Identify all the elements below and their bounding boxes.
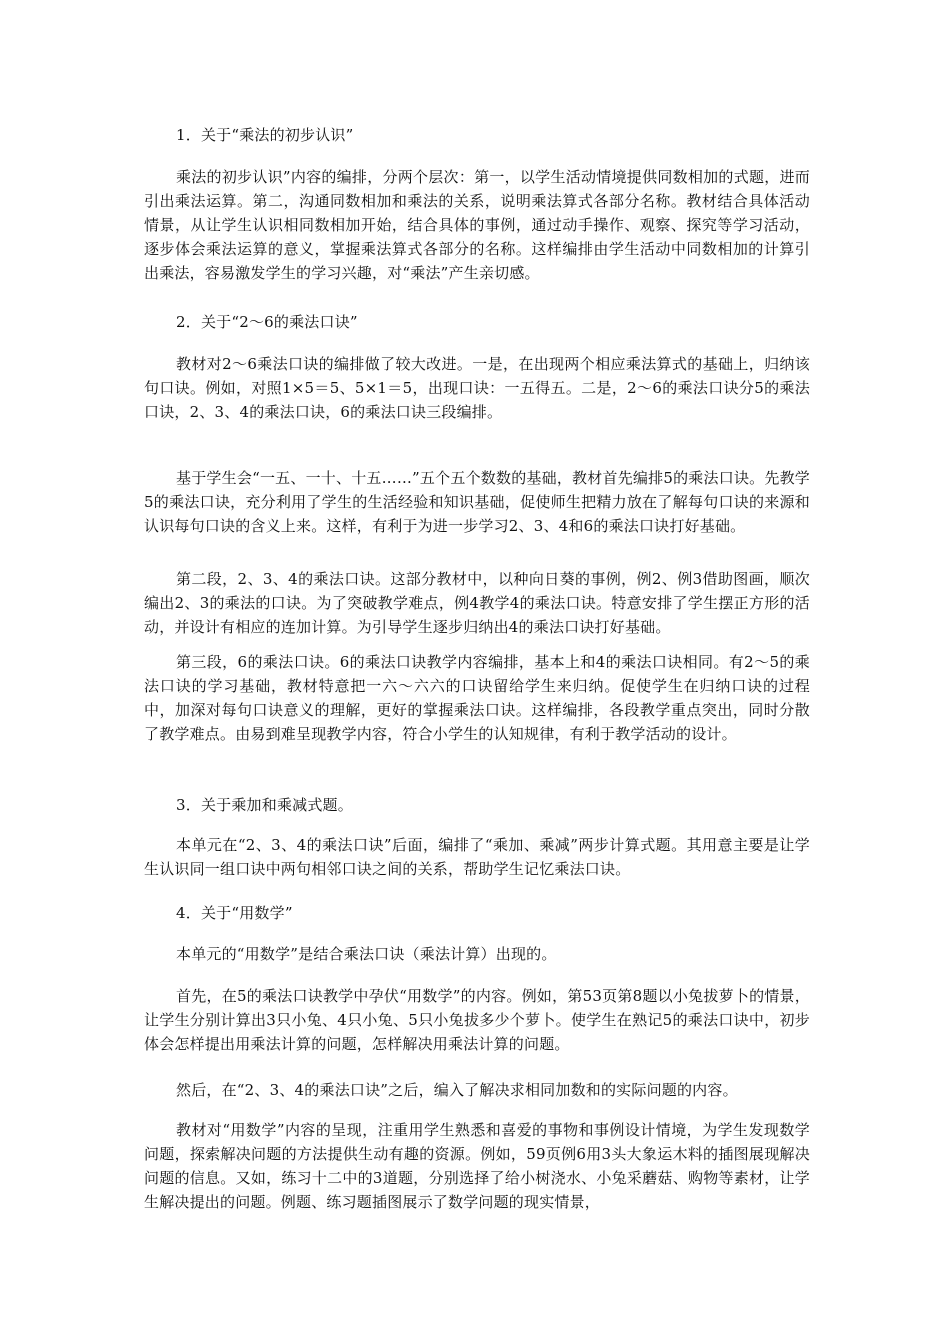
paragraph-1-1: 乘法的初步认识”内容的编排，分两个层次：第一，以学生活动情境提供同数相加的式题，进而引出乘法运算。第二，沟通同数相加和乘法的关系，说明乘法算式各部分名称。教材结合具体活动情景，从让学生认识相同数相加开始，结合具体的事例，通过动手操作、观察、探究等学习活动，逐步体会乘法运算的意义，掌握乘法算式各部分的名称。这样编排由学生活动中同数相加的计算引出乘法，容易激发学生的学习兴趣，对“乘法”产生亲切感。 (144, 168, 810, 282)
section-heading-2: 2．关于“2～6的乘法口诀” (176, 313, 358, 331)
paragraph-2-4: 第三段，6的乘法口诀。6的乘法口诀教学内容编排，基本上和4的乘法口诀相同。有2～5的乘法口诀的学习基础，教材特意把一六～六六的口诀留给学生来归纳。促使学生在归纳口诀的过程中，加深对每句口诀意义的理解，更好的掌握乘法口诀。这样编排，各段教学重点突出，同时分散了教学难点。由易到难呈现教学内容，符合小学生的认知规律，有利于教学活动的设计。 (144, 653, 810, 743)
section-heading-1: 1．关于“乘法的初步认识” (176, 126, 354, 144)
paragraph-4-2: 首先，在5的乘法口诀教学中孕伏“用数学”的内容。例如，第53页第8题以小兔拔萝卜的情景，让学生分别计算出3只小兔、4只小兔、5只小兔拔多少个萝卜。使学生在熟记5的乘法口诀中，初步体会怎样提出用乘法计算的问题，怎样解决用乘法计算的问题。 (144, 987, 810, 1053)
paragraph-2-1: 教材对2～6乘法口诀的编排做了较大改进。一是，在出现两个相应乘法算式的基础上，归纳该句口诀。例如，对照1×5＝5、5×1＝5，出现口诀：一五得五。二是，2～6的乘法口诀分5的乘法口诀，2、3、4的乘法口诀，6的乘法口诀三段编排。 (144, 355, 810, 421)
paragraph-4-1: 本单元的“用数学”是结合乘法口诀（乘法计算）出现的。 (176, 945, 557, 963)
paragraph-4-3: 然后，在“2、3、4的乘法口诀”之后，编入了解决求相同加数和的实际问题的内容。 (176, 1081, 738, 1099)
section-heading-3: 3．关于乘加和乘减式题。 (176, 796, 353, 814)
paragraph-2-2: 基于学生会“一五、一十、十五……”五个五个数数的基础，教材首先编排5的乘法口诀。先教学5的乘法口诀，充分利用了学生的生活经验和知识基础，促使师生把精力放在了解每句口诀的来源和认识每句口诀的含义上来。这样，有利于为进一步学习2、3、4和6的乘法口诀打好基础。 (144, 469, 810, 535)
paragraph-2-3: 第二段，2、3、4的乘法口诀。这部分教材中，以种向日葵的事例，例2、例3借助图画，顺次编出2、3的乘法的口诀。为了突破教学难点，例4教学4的乘法口诀。特意安排了学生摆正方形的活动，并设计有相应的连加计算。为引导学生逐步归纳出4的乘法口诀打好基础。 (144, 570, 810, 636)
section-heading-4: 4．关于“用数学” (176, 904, 293, 922)
paragraph-4-4: 教材对“用数学”内容的呈现，注重用学生熟悉和喜爱的事物和事例设计情境，为学生发现数学问题，探索解决问题的方法提供生动有趣的资源。例如，59页例6用3头大象运木料的插图展现解决问题的信息。又如，练习十二中的3道题，分别选择了给小树浇水、小兔采蘑菇、购物等素材，让学生解决提出的问题。例题、练习题插图展示了数学问题的现实情景， (144, 1121, 810, 1211)
paragraph-3-1: 本单元在“2、3、4的乘法口诀”后面，编排了“乘加、乘减”两步计算式题。其用意主要是让学生认识同一组口诀中两句相邻口诀之间的关系，帮助学生记忆乘法口诀。 (144, 836, 810, 878)
